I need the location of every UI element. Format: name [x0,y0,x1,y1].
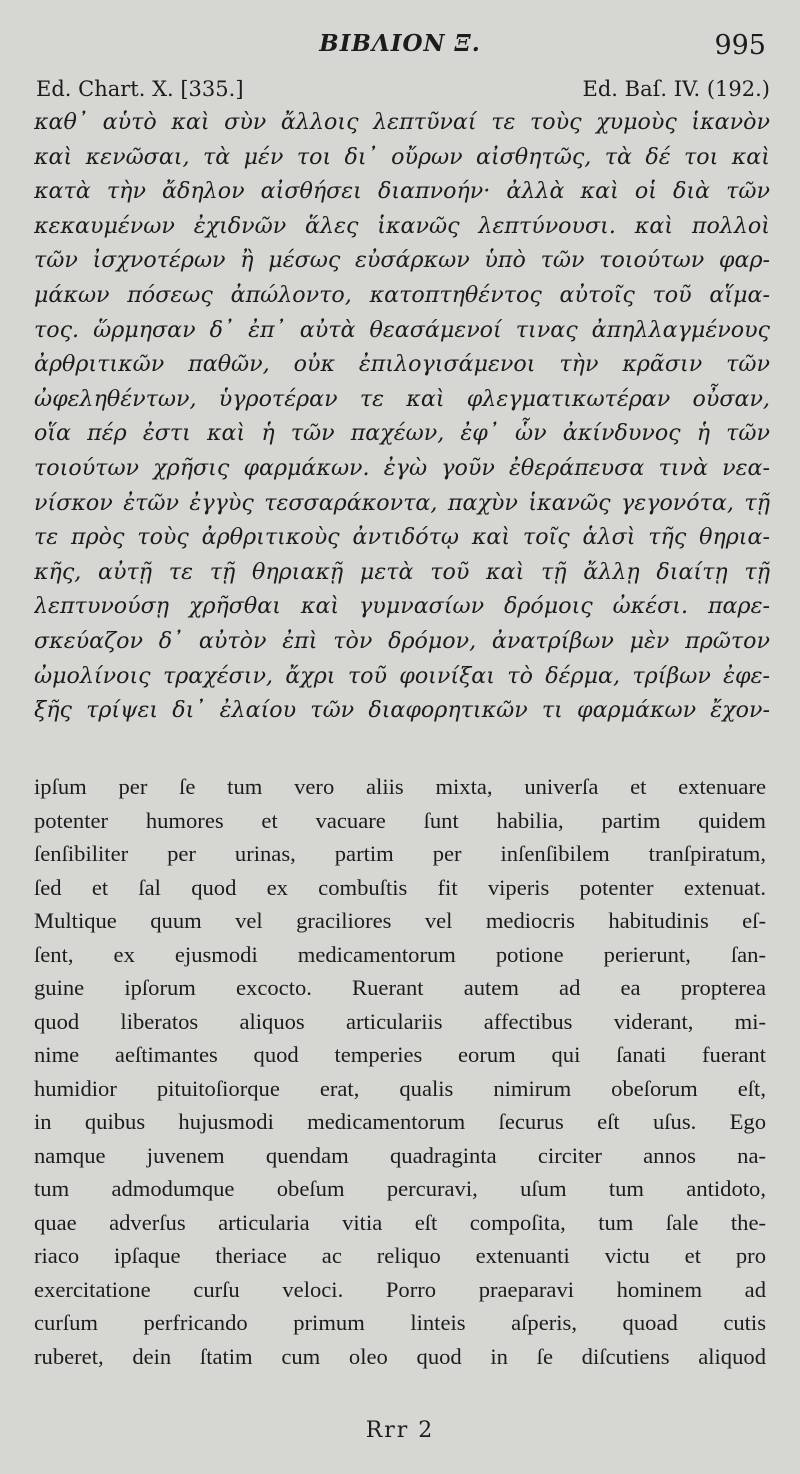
edition-reference-basel: Ed. Baſ. IV. (192.) [582,77,770,101]
greek-line: μάκων πόσεως ἀπώλοντο, κατοπτηθέντος αὐτοῖς τοῦ αἵμα- [34,281,770,308]
greek-line: κατὰ τὴν ἄδηλον αἰσθήσει διαπνοήν· ἀλλὰ καὶ οἱ διὰ τῶν [34,178,770,205]
latin-line: namque juvenem quendam quadraginta circiter annos na- [34,1142,766,1168]
latin-line: quod liberatos aliquos articulariis affectibus viderant, mi- [34,1008,766,1034]
greek-line: οἵα πέρ ἐστι καὶ ἡ τῶν παχέων, ἐφ᾽ ὧν ἀκίνδυνος ἡ τῶν [34,420,770,447]
greek-line: τῶν ἰσχνοτέρων ἢ μέσως εὐσάρκων ὑπὸ τῶν τοιούτων φαρ- [34,247,770,274]
latin-line: ſed et ſal quod ex combuſtis fit viperis potenter extenuat. [34,874,766,900]
latin-line: ruberet, dein ſtatim cum oleo quod in ſe diſcutiens aliquod [34,1343,766,1369]
greek-line: νίσκον ἐτῶν ἐγγὺς τεσσαράκοντα, παχὺν ἱκανῶς γεγονότα, τῇ [34,489,770,516]
latin-line: exercitatione curſu veloci. Porro praeparavi hominem ad [34,1276,766,1302]
book-title-header: ΒΙΒΛΙΟΝ Ξ. [319,30,481,57]
greek-line: καθ᾽ αὑτὸ καὶ σὺν ἄλλοις λεπτῦναί τε τοὺς χυμοὺς ἱκανὸν [34,109,770,135]
latin-line: tum admodumque obeſum percuravi, uſum tum antidoto, [34,1176,766,1201]
latin-line: nime aeſtimantes quod temperies eorum qui ſanati fuerant [34,1042,766,1067]
greek-line: λεπτυνούσῃ χρῆσθαι καὶ γυμνασίων δρόμοις ὠκέσι. παρε- [34,593,770,620]
edition-reference-chartier: Ed. Chart. X. [335.] [36,77,244,101]
latin-line: ipſum per ſe tum vero aliis mixta, univerſa et extenuare [34,774,766,799]
greek-line: τος. ὥρμησαν δ᾽ ἐπ᾽ αὐτὰ θεασάμενοί τινας ἀπηλλαγμένους [34,316,770,343]
latin-line: Multique quum vel graciliores vel mediocris habitudinis eſ- [34,908,766,933]
page-number: 995 [714,30,766,61]
greek-line: ξῆς τρίψει δι᾽ ἐλαίου τῶν διαφορητικῶν τι φαρμάκων ἔχον- [34,697,770,724]
greek-line: τοιούτων χρῆσις φαρμάκων. ἐγὼ γοῦν ἐθεράπευσα τινὰ νεα- [34,454,770,481]
latin-line: guine ipſorum excocto. Ruerant autem ad ea propterea [34,975,766,1000]
latin-line: quae adverſus articularia vitia eſt compoſita, tum ſale the- [34,1209,766,1235]
printer-signature-mark: Rrr 2 [365,1418,435,1443]
latin-text-block [34,770,766,1373]
latin-line: potenter humores et vacuare ſunt habilia, partim quidem [34,807,766,833]
greek-text-block [34,105,770,728]
greek-line: κῆς, αὐτῇ τε τῇ θηριακῇ μετὰ τοῦ καὶ τῇ ἄλλῃ διαίτῃ τῇ [34,558,770,585]
greek-line: καὶ κενῶσαι, τὰ μέν τοι δι᾽ οὔρων αἰσθητῶς, τὰ δέ τοι καὶ [34,143,770,170]
greek-line: ὠφεληθέντων, ὑγροτέραν τε καὶ φλεγματικωτέραν οὖσαν, [34,385,770,412]
latin-line: curſum perfricando primum linteis aſperis, quoad cutis [34,1310,766,1335]
latin-line: ſenſibiliter per urinas, partim per inſenſibilem tranſpiratum, [34,841,766,866]
greek-line: τε πρὸς τοὺς ἀρθριτικοὺς ἀντιδότῳ καὶ τοῖς ἁλσὶ τῆς θηρια- [34,524,770,551]
latin-line: riaco ipſaque theriace ac reliquo extenuanti victu et pro [34,1243,766,1268]
greek-line: ἀρθριτικῶν παθῶν, οὐκ ἐπιλογισάμενοι τὴν κρᾶσιν τῶν [34,351,770,378]
greek-line: σκεύαζον δ᾽ αὐτὸν ἐπὶ τὸν δρόμον, ἀνατρίβων μὲν πρῶτον [34,627,770,654]
greek-line: κεκαυμένων ἐχιδνῶν ἅλες ἱκανῶς λεπτύνουσι. καὶ πολλοὶ [34,212,770,239]
latin-line: ſent, ex ejusmodi medicamentorum potione perierunt, ſan- [34,941,766,967]
latin-line: in quibus hujusmodi medicamentorum ſecurus eſt uſus. Ego [34,1109,766,1134]
greek-line: ὠμολίνοις τραχέσιν, ἄχρι τοῦ φοινίξαι τὸ δέρμα, τρίβων ἐφε- [34,662,770,689]
latin-line: humidior pituitoſiorque erat, qualis nimirum obeſorum eſt, [34,1075,766,1101]
